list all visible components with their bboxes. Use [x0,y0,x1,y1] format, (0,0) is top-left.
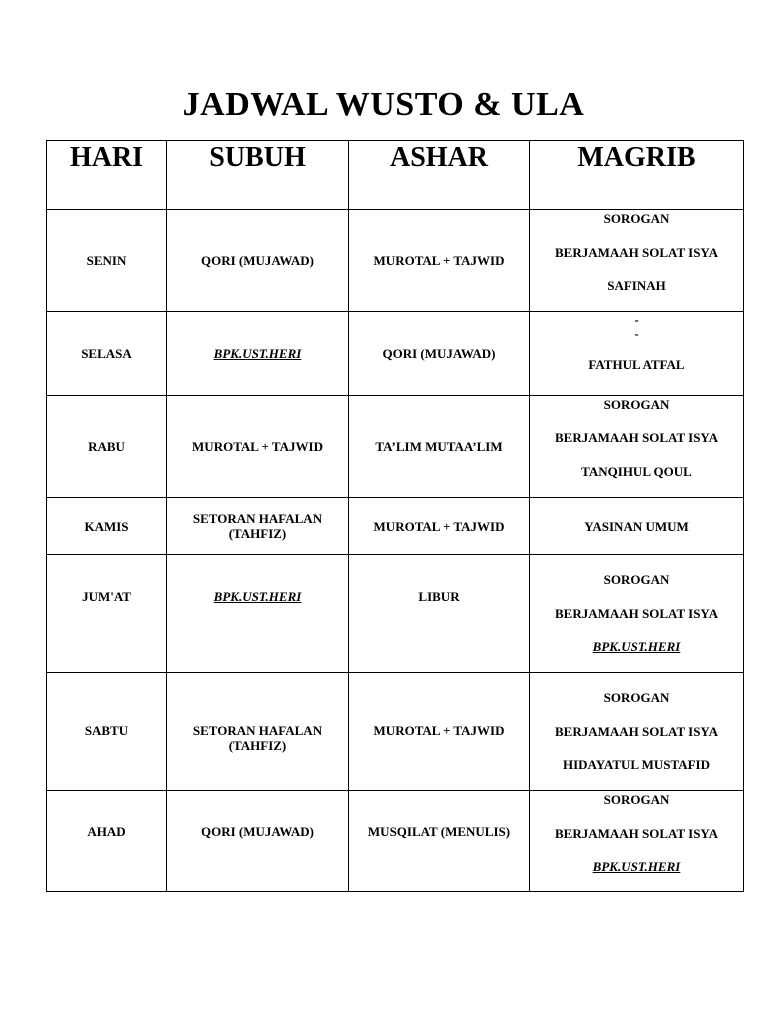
cell-magrib [530,555,744,673]
table-row [47,396,744,498]
cell-subuh: SETORAN HAFALAN (TAHFIZ) [167,673,349,791]
magrib-item: - [634,325,639,341]
table-row [47,555,744,673]
table-row [47,210,744,312]
cell-subuh: SETORAN HAFALAN (TAHFIZ) [167,498,349,555]
header-magrib: MAGRIB [530,141,744,210]
cell-hari: JUM'AT [47,555,167,673]
cell-subuh: MUROTAL + TAJWID [167,396,349,498]
cell-magrib [530,210,744,312]
cell-hari: SELASA [47,312,167,396]
teacher-link[interactable]: BPK.UST.HERI [592,639,681,654]
table-row [47,312,744,396]
cell-ashar: QORI (MUJAWAD) [349,312,530,396]
header-ashar: ASHAR [349,141,530,210]
magrib-item: SOROGAN [603,792,670,807]
cell-hari: SENIN [47,210,167,312]
cell-ashar: LIBUR [349,555,530,673]
magrib-item: SOROGAN [603,690,670,705]
teacher-link[interactable]: BPK.UST.HERI [213,589,302,604]
teacher-link[interactable]: BPK.UST.HERI [213,346,302,361]
table-row [47,673,744,791]
cell-subuh: QORI (MUJAWAD) [167,791,349,892]
magrib-item: SAFINAH [607,278,666,293]
cell-magrib [530,312,744,396]
cell-subuh: QORI (MUJAWAD) [167,210,349,312]
cell-magrib [530,498,744,555]
magrib-item: SOROGAN [603,396,670,412]
teacher-link[interactable]: BPK.UST.HERI [592,859,681,874]
table-row [47,791,744,892]
magrib-item: FATHUL ATFAL [588,356,685,372]
magrib-item: BERJAMAAH SOLAT ISYA [554,430,719,445]
cell-subuh [167,555,349,673]
cell-magrib [530,673,744,791]
cell-ashar: TA’LIM MUTAA’LIM [349,396,530,498]
magrib-item: TANQIHUL QOUL [581,463,692,479]
magrib-item: BERJAMAAH SOLAT ISYA [554,244,719,260]
magrib-item: SOROGAN [603,572,670,587]
magrib-item: BERJAMAAH SOLAT ISYA [554,723,719,739]
magrib-item: BERJAMAAH SOLAT ISYA [554,605,719,621]
header-row [47,141,744,210]
cell-ashar: MUSQILAT (MENULIS) [349,791,530,892]
magrib-item: BERJAMAAH SOLAT ISYA [554,825,719,841]
cell-hari: SABTU [47,673,167,791]
cell-hari: AHAD [47,791,167,892]
page-title: JADWAL WUSTO & ULA [182,86,585,123]
cell-hari: RABU [47,396,167,498]
header-hari: HARI [47,141,167,210]
cell-ashar: MUROTAL + TAJWID [349,210,530,312]
magrib-item: YASINAN UMUM [584,518,689,534]
magrib-item: HIDAYATUL MUSTAFID [562,757,710,772]
cell-ashar: MUROTAL + TAJWID [349,498,530,555]
magrib-item: SOROGAN [603,211,670,226]
cell-magrib [530,791,744,892]
header-subuh: SUBUH [167,141,349,210]
schedule-table [46,140,744,892]
cell-hari: KAMIS [47,498,167,555]
cell-subuh [167,312,349,396]
cell-magrib [530,396,744,498]
cell-ashar: MUROTAL + TAJWID [349,673,530,791]
table-row [47,498,744,555]
magrib-item: - [634,311,639,327]
